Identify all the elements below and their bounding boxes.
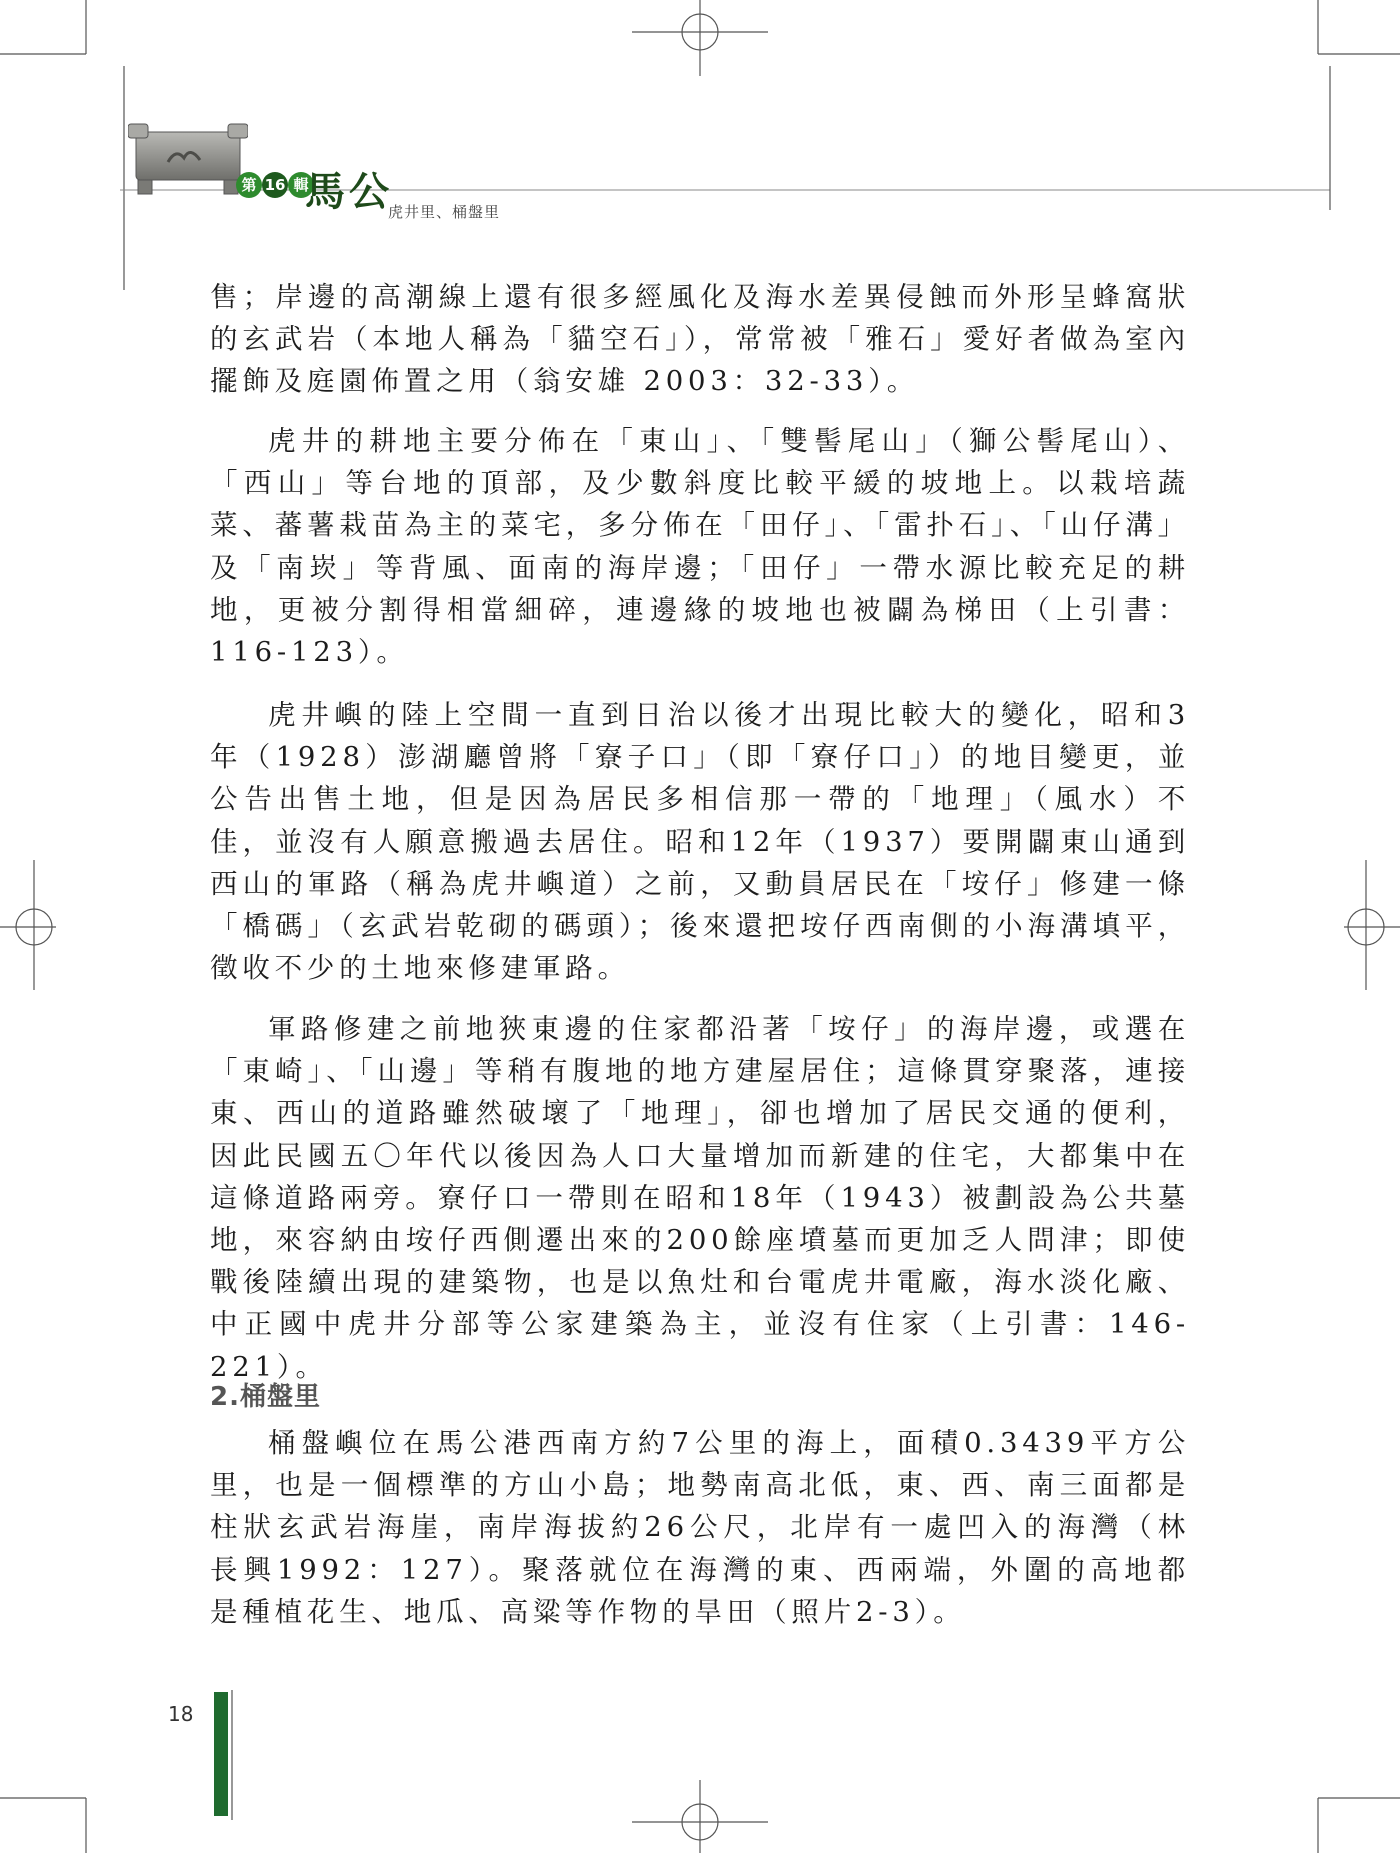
paragraph-tongpan: 桶盤嶼位在馬公港西南方約7公里的海上，面積0.3439平方公里，也是一個標準的方山小島；地勢南高北低，東、西、南三面都是柱狀玄武岩海崖，南岸海拔約26公尺，北岸有一處凹入的海灣（林長興1992：127）。聚落就位在海灣的東、西兩端，外圍的高地都是種植花生、地瓜、高粱等作物的旱田（照片2-3）。 [210,1427,1190,1628]
section-heading: 2.桶盤里 [210,1382,321,1412]
series-badge-prefix: 第 [236,172,262,198]
footer-green-bar [210,1690,240,1820]
paragraph-continuation: 售；岸邊的高潮線上還有很多經風化及海水差異侵蝕而外形呈蜂窩狀的玄武岩（本地人稱為「貓空石」），常常被「雅石」愛好者做為室內擺飾及庭園佈置之用（翁安雄 2003：32-33）。 [210,281,1190,398]
page-number: 18 [168,1702,194,1726]
book-title: 馬公 [305,168,393,215]
running-head: 虎井里、桶盤里 [388,203,501,221]
series-badge-number: 16 [262,172,288,198]
paragraph-farmland: 虎井的耕地主要分佈在「東山」、「雙髻尾山」（獅公髻尾山）、「西山」等台地的頂部，及少數斜度比較平緩的坡地上。以栽培蔬菜、蕃薯栽苗為主的菜宅，多分佈在「田仔」、「雷扑石」、「山仔溝」及「南崁」等背風、面南的海岸邊；「田仔」一帶水源比較充足的耕地，更被分割得相當細碎，連邊緣的坡地也被闢為梯田（上引書：116-123）。 [210,425,1190,669]
paragraph-japanese-era: 虎井嶼的陸上空間一直到日治以後才出現比較大的變化，昭和3年（1928）澎湖廳曾將「寮子口」（即「寮仔口」）的地目變更，並公告出售土地，但是因為居民多相信那一帶的「地理」（風水）不佳，並沒有人願意搬過去居住。昭和12年（1937）要開闢東山通到西山的軍路（稱為虎井嶼道）之前，又動員居民在「垵仔」修建一條「橋碼」（玄武岩乾砌的碼頭）；後來還把垵仔西南側的小海溝填平，徵收不少的土地來修建軍路。 [210,699,1190,985]
series-badge-suffix: 輯 [288,172,314,198]
paragraph-military-road: 軍路修建之前地狹東邊的住家都沿著「垵仔」的海岸邊，或選在「東崎」、「山邊」等稍有腹地的地方建屋居住；這條貫穿聚落，連接東、西山的道路雖然破壞了「地理」，卻也增加了居民交通的便利，因此民國五〇年代以後因為人口大量增加而新建的住宅，大都集中在這條道路兩旁。寮仔口一帶則在昭和18年（1943）被劃設為公共墓地，來容納由垵仔西側遷出來的200餘座墳墓而更加乏人問津；即使戰後陸續出現的建築物，也是以魚灶和台電虎井電廠，海水淡化廠、中正國中虎井分部等公家建築為主，並沒有住家（上引書：146-221）。 [210,1013,1190,1383]
stone-trough-emblem [128,118,248,198]
